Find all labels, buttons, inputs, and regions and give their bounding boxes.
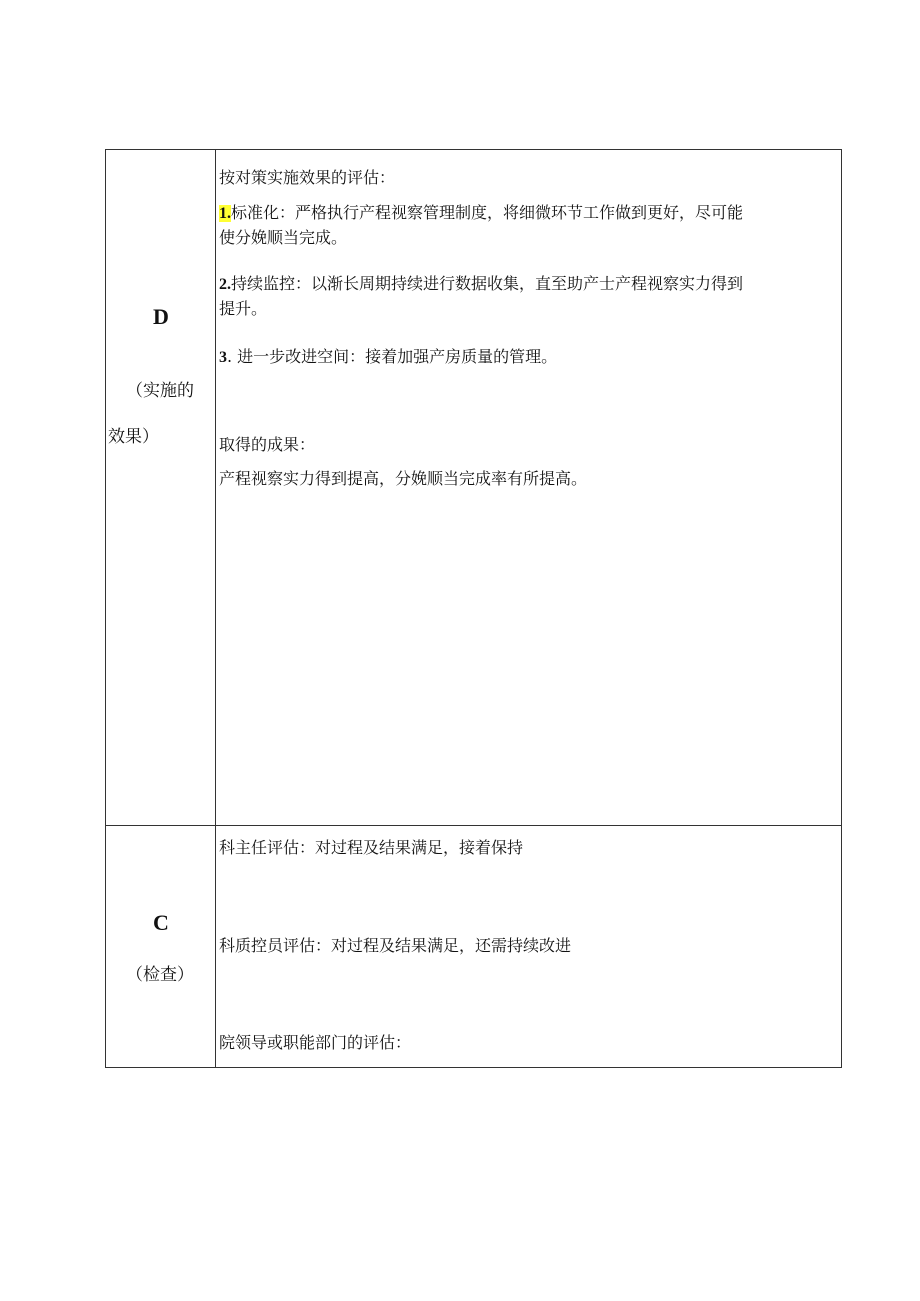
results-heading: 取得的成果： xyxy=(219,435,316,454)
item-2-line2: 提升。 xyxy=(219,299,268,318)
phase-d-subtitle-line2: 效果） xyxy=(108,427,159,447)
item-3-text: . 进一步改进空间：接着加强产房质量的管理。 xyxy=(227,347,558,366)
item-2-number: 2. xyxy=(219,276,231,293)
table-row-d xyxy=(106,150,842,826)
pdca-table xyxy=(105,149,842,1068)
item-3-line1 xyxy=(219,344,557,371)
results-text: 产程视察实力得到提高，分娩顺当完成率有所提高。 xyxy=(219,469,588,488)
qc-officer-evaluation: 科质控员评估：对过程及结果满足，还需持续改进 xyxy=(219,936,572,955)
table-row-c xyxy=(106,826,842,1068)
item-1-line1 xyxy=(219,200,743,227)
phase-c-subtitle: （检查） xyxy=(126,965,194,985)
phase-d-label-cell xyxy=(106,150,216,826)
item-1-number: 1. xyxy=(219,205,231,222)
hospital-leadership-evaluation: 院领导或职能部门的评估： xyxy=(219,1033,412,1052)
item-2-text: 持续监控：以渐长周期持续进行数据收集，直至助产士产程视察实力得到 xyxy=(231,274,744,293)
phase-d-content-cell xyxy=(216,150,842,826)
item-1-text: 标准化：严格执行产程视察管理制度，将细微环节工作做到更好，尽可能 xyxy=(231,203,744,222)
phase-letter-c: C xyxy=(153,910,169,935)
phase-c-content-cell xyxy=(216,826,842,1068)
phase-c-label-cell xyxy=(106,826,216,1068)
evaluation-heading: 按对策实施效果的评估： xyxy=(219,168,396,187)
item-3-number: 3 xyxy=(219,349,227,366)
phase-letter-d: D xyxy=(153,304,169,329)
item-1-line2: 使分娩顺当完成。 xyxy=(219,228,348,247)
director-evaluation: 科主任评估：对过程及结果满足，接着保持 xyxy=(219,838,524,857)
phase-d-subtitle-line1: （实施的 xyxy=(126,381,194,401)
item-2-line1 xyxy=(219,271,743,298)
